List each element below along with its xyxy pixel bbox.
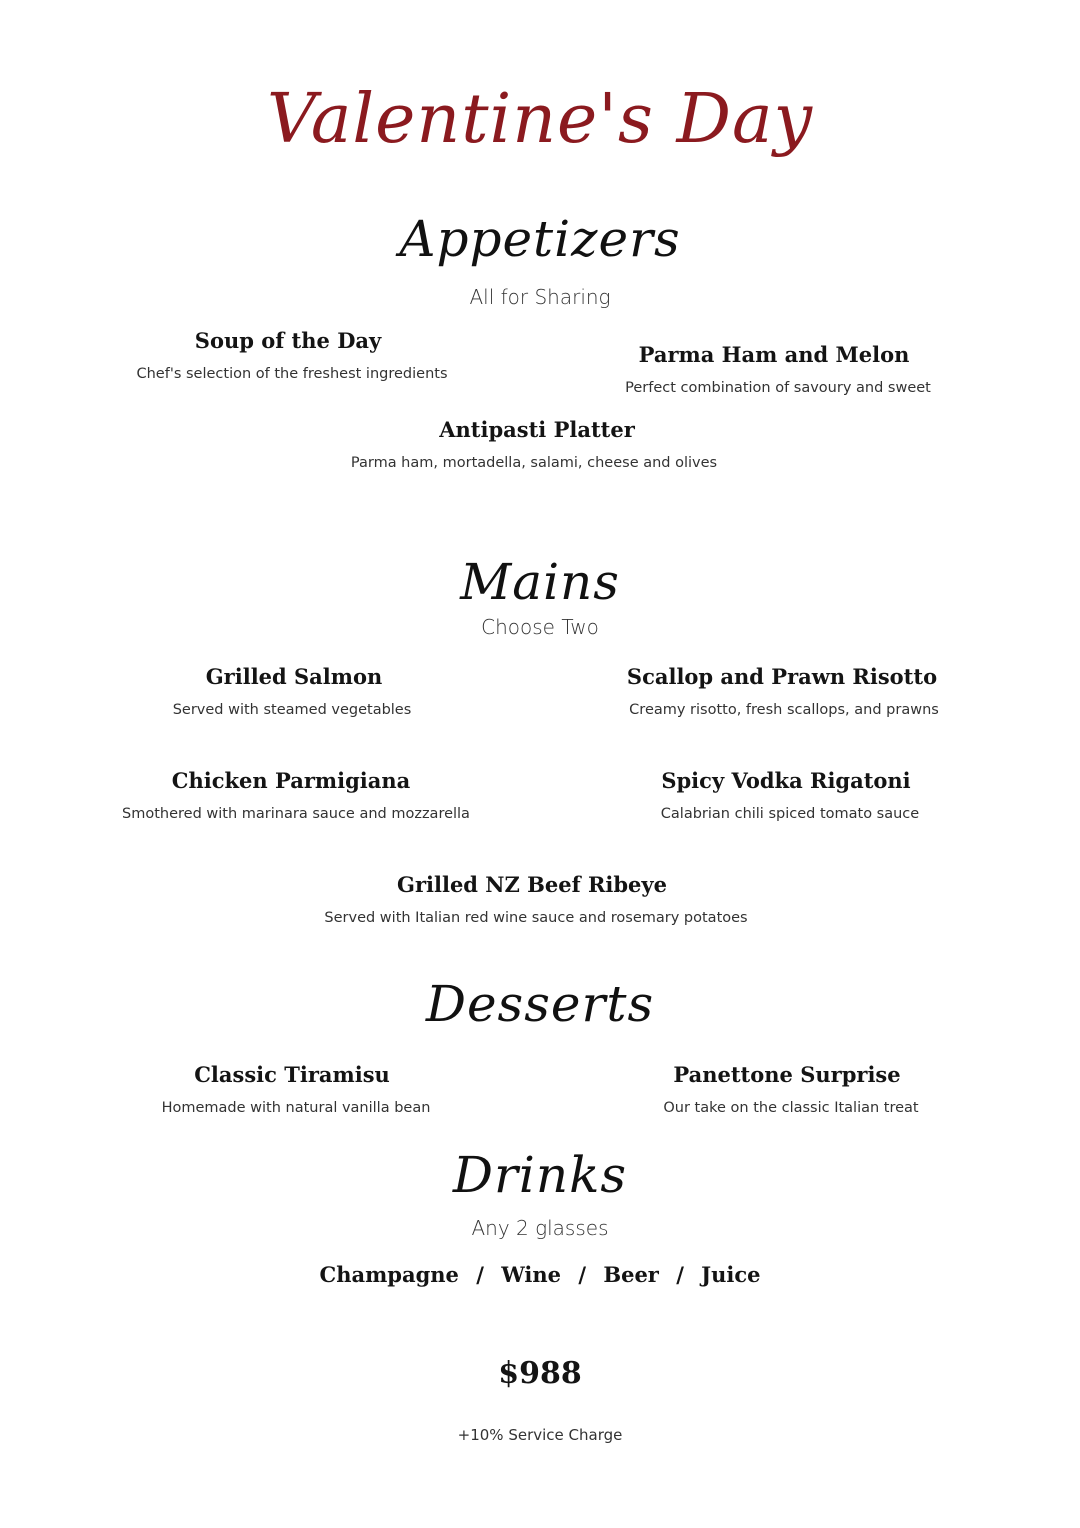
menu-item-name: Chicken Parmigiana: [171, 768, 411, 793]
appetizers-heading: Appetizers: [399, 210, 681, 268]
menu-price: $988: [498, 1356, 582, 1391]
drink-option: Wine: [501, 1262, 562, 1287]
mains-heading: Mains: [460, 553, 620, 611]
service-charge: +10% Service Charge: [457, 1426, 623, 1444]
drinks-subheading: Any 2 glasses: [471, 1216, 609, 1240]
menu-item-desc: Served with Italian red wine sauce and rosemary potatoes: [324, 910, 748, 926]
menu-item-name: Panettone Surprise: [673, 1062, 901, 1087]
menu-item-name: Parma Ham and Melon: [638, 342, 910, 367]
menu-item-name: Soup of the Day: [194, 328, 382, 353]
menu-item-desc: Served with steamed vegetables: [172, 702, 412, 718]
menu-item-name: Antipasti Platter: [439, 417, 635, 442]
drink-option: Juice: [701, 1262, 761, 1287]
menu-item-desc: Creamy risotto, fresh scallops, and prawns: [629, 702, 939, 718]
menu-item-desc: Chef's selection of the freshest ingredients: [136, 366, 448, 382]
drinks-options: [0, 1262, 1080, 1287]
menu-item-desc: Homemade with natural vanilla bean: [161, 1100, 431, 1116]
menu-item-desc: Smothered with marinara sauce and mozzarella: [122, 806, 470, 822]
drinks-heading: Drinks: [452, 1146, 628, 1204]
menu-item-desc: Parma ham, mortadella, salami, cheese and olives: [350, 455, 718, 471]
drink-separator: /: [476, 1262, 484, 1287]
menu-item-desc: Our take on the classic Italian treat: [663, 1100, 919, 1116]
menu-item-name: Grilled NZ Beef Ribeye: [397, 872, 667, 897]
menu-item-desc: Calabrian chili spiced tomato sauce: [660, 806, 920, 822]
appetizers-subheading: All for Sharing: [469, 285, 611, 309]
menu-item-name: Spicy Vodka Rigatoni: [661, 768, 911, 793]
menu-item-desc: Perfect combination of savoury and sweet: [625, 380, 931, 396]
drink-separator: /: [676, 1262, 684, 1287]
menu-item-name: Scallop and Prawn Risotto: [626, 664, 938, 689]
drink-option: Beer: [603, 1262, 659, 1287]
mains-subheading: Choose Two: [481, 615, 599, 639]
desserts-heading: Desserts: [425, 975, 655, 1033]
drink-separator: /: [578, 1262, 587, 1287]
drink-option: Champagne: [319, 1262, 459, 1287]
menu-item-name: Classic Tiramisu: [194, 1062, 390, 1087]
menu-title: Valentine's Day: [267, 80, 813, 159]
menu-item-name: Grilled Salmon: [205, 664, 383, 689]
